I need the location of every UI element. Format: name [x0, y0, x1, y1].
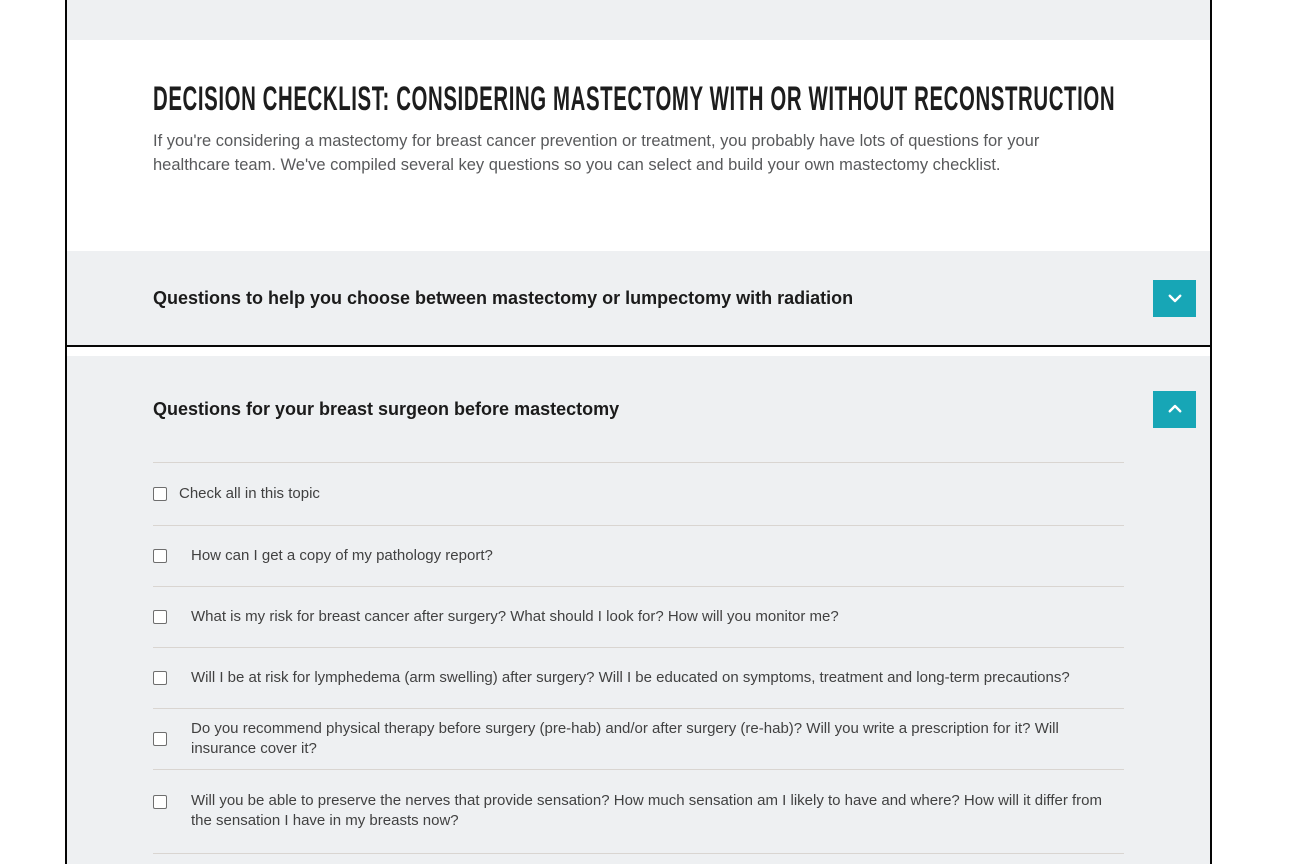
intro-paragraph: If you're considering a mastectomy for breast cancer prevention or treatment, you probably have lots of questions for your healthcare team. We've compiled several key questions so you can select and build your own mastectomy checklist.: [153, 132, 1040, 174]
checklist-item-row: [153, 648, 1124, 709]
check-all-checkbox[interactable]: [153, 487, 167, 501]
accordion-choose-mastectomy-or-lumpectomy[interactable]: [67, 251, 1210, 347]
accordion-title: Questions for your breast surgeon before mastectomy: [153, 398, 620, 419]
check-all-label: Check all in this topic: [179, 485, 320, 502]
expand-accordion-button[interactable]: [1153, 280, 1196, 317]
chevron-up-icon: [1166, 400, 1184, 418]
page-title-text: DECISION CHECKLIST: CONSIDERING MASTECTOMY WITH OR WITHOUT RECONSTRUCTION: [153, 80, 1116, 118]
question-label: Will you be able to preserve the nerves that provide sensation? How much sensation am I likely to have and where? How will it differ from the sensation I have in my breasts now?: [191, 792, 1103, 829]
checklist-item-row: [153, 526, 1124, 587]
checklist-item-row: [153, 770, 1124, 854]
collapse-accordion-button[interactable]: [1153, 391, 1196, 428]
question-label: How can I get a copy of my pathology report?: [191, 547, 493, 564]
question-checklist: [153, 462, 1124, 854]
accordion-breast-surgeon-questions: [67, 356, 1210, 864]
question-checkbox[interactable]: [153, 795, 167, 809]
intro-section: [67, 40, 1210, 251]
accordion-header[interactable]: [67, 356, 1210, 462]
check-all-row: [153, 463, 1124, 526]
chevron-down-icon: [1166, 289, 1184, 307]
accordion-title: Questions to help you choose between mastectomy or lumpectomy with radiation: [153, 287, 854, 308]
section-divider-gap: [67, 347, 1210, 356]
previous-section-strip: [67, 0, 1210, 40]
checklist-item-row: [153, 587, 1124, 648]
question-label: Do you recommend physical therapy before surgery (pre-hab) and/or after surgery (re-hab)? Will you write a prescription for it? Will insurance cover it?: [191, 720, 1059, 757]
checklist-item-row: [153, 709, 1124, 770]
question-checkbox[interactable]: [153, 732, 167, 746]
question-label: What is my risk for breast cancer after surgery? What should I look for? How will you monitor me?: [191, 608, 839, 625]
question-checkbox[interactable]: [153, 610, 167, 624]
question-checkbox[interactable]: [153, 671, 167, 685]
question-checkbox[interactable]: [153, 549, 167, 563]
question-label: Will I be at risk for lymphedema (arm swelling) after surgery? Will I be educated on symptoms, treatment and long-term precautions?: [191, 669, 1070, 686]
content-card: [65, 0, 1212, 864]
page-title: [153, 80, 1124, 118]
